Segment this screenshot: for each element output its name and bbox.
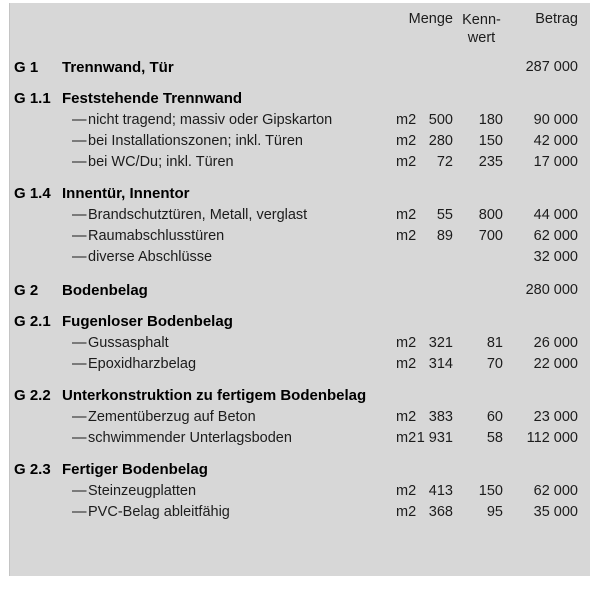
- row-menge-value: 280: [428, 133, 453, 149]
- row-title: Bodenbelag: [62, 282, 148, 299]
- row-betrag-value: 44 000: [533, 207, 578, 223]
- table-row[interactable]: [10, 133, 590, 154]
- row-item-text: nicht tragend; massiv oder Gipskarton: [88, 112, 333, 128]
- row-item-text: Epoxidharzbelag: [88, 356, 197, 372]
- row-unit: m2: [396, 409, 417, 425]
- row-kennwert-value: 81: [486, 335, 503, 351]
- row-unit: m2: [396, 228, 417, 244]
- row-kennwert-value: 235: [478, 154, 503, 170]
- row-betrag-value: 35 000: [533, 504, 578, 520]
- row-unit: m2: [396, 207, 417, 223]
- em-dash-bullet-icon: —: [72, 112, 87, 128]
- row-unit: m2: [396, 133, 417, 149]
- table-row[interactable]: [10, 185, 590, 206]
- row-menge-value: 500: [428, 112, 453, 128]
- table-row[interactable]: [10, 335, 590, 356]
- row-menge-value: 321: [428, 335, 453, 351]
- row-kennwert-value: 58: [486, 430, 503, 446]
- table-row[interactable]: [10, 90, 590, 111]
- table-row[interactable]: [10, 112, 590, 133]
- row-item-text: schwimmender Unterlagsboden: [88, 430, 292, 446]
- row-code: G 2: [14, 282, 39, 299]
- row-item-text: bei WC/Du; inkl. Türen: [88, 154, 234, 170]
- row-menge-value: 72: [436, 154, 453, 170]
- row-item-label: [72, 430, 292, 446]
- row-item-text: diverse Abschlüsse: [88, 249, 213, 265]
- row-kennwert-value: 150: [478, 483, 503, 499]
- row-betrag-value: 23 000: [533, 409, 578, 425]
- row-title: Innentür, Innentor: [62, 185, 190, 202]
- row-item-label: [72, 154, 234, 170]
- row-betrag-value: 112 000: [526, 430, 578, 446]
- row-kennwert-value: 95: [486, 504, 503, 520]
- row-menge-value: 55: [436, 207, 453, 223]
- row-item-text: bei Installationszonen; inkl. Türen: [88, 133, 303, 149]
- row-menge-value: 383: [428, 409, 453, 425]
- column-header-kennwert-line2: wert: [467, 30, 496, 46]
- row-betrag-value: 22 000: [533, 356, 578, 372]
- row-item-label: [72, 504, 230, 520]
- row-item-label: [72, 207, 307, 223]
- row-unit: m2: [396, 356, 417, 372]
- row-code: G 2.1: [14, 313, 51, 330]
- row-kennwert-value: 150: [478, 133, 503, 149]
- row-title: Fugenloser Bodenbelag: [62, 313, 233, 330]
- row-kennwert-value: 180: [478, 112, 503, 128]
- column-header-kennwert: [460, 11, 503, 47]
- em-dash-bullet-icon: —: [72, 228, 87, 244]
- em-dash-bullet-icon: —: [72, 249, 87, 265]
- row-item-text: PVC-Belag ableitfähig: [88, 504, 230, 520]
- cost-table: [10, 3, 590, 576]
- row-item-text: Gussasphalt: [88, 335, 169, 351]
- row-title: Trennwand, Tür: [62, 59, 174, 76]
- row-menge-value: 314: [428, 356, 453, 372]
- row-code: G 2.3: [14, 461, 51, 478]
- row-betrag-value: 62 000: [533, 483, 578, 499]
- table-row[interactable]: [10, 483, 590, 504]
- row-item-label: [72, 483, 196, 499]
- em-dash-bullet-icon: —: [72, 356, 87, 372]
- row-title: Unterkonstruktion zu fertigem Bodenbelag: [62, 387, 367, 404]
- table-row[interactable]: [10, 154, 590, 175]
- row-betrag-value: 280 000: [525, 282, 578, 298]
- table-row[interactable]: [10, 249, 590, 270]
- table-row[interactable]: [10, 356, 590, 377]
- row-code: G 1.4: [14, 185, 51, 202]
- cost-table-panel: [9, 3, 590, 576]
- row-unit: m2: [396, 154, 417, 170]
- row-unit: m2: [396, 112, 417, 128]
- row-unit: m2: [396, 504, 417, 520]
- row-betrag-value: 287 000: [525, 59, 578, 75]
- row-code: G 1: [14, 59, 39, 76]
- row-title: Fertiger Bodenbelag: [62, 461, 208, 478]
- row-item-label: [72, 112, 332, 128]
- table-row[interactable]: [10, 430, 590, 451]
- table-row[interactable]: [10, 313, 590, 334]
- row-betrag-value: 32 000: [533, 249, 578, 265]
- em-dash-bullet-icon: —: [72, 133, 87, 149]
- column-header-menge: Menge: [408, 11, 453, 27]
- table-row[interactable]: [10, 387, 590, 408]
- row-menge-value: 1 931: [416, 430, 453, 446]
- row-item-text: Zementüberzug auf Beton: [88, 409, 256, 425]
- row-kennwert-value: 60: [486, 409, 503, 425]
- em-dash-bullet-icon: —: [72, 335, 87, 351]
- row-code: G 2.2: [14, 387, 51, 404]
- table-row[interactable]: [10, 207, 590, 228]
- row-kennwert-value: 700: [478, 228, 503, 244]
- row-menge-value: 368: [428, 504, 453, 520]
- row-item-text: Steinzeugplatten: [88, 483, 197, 499]
- em-dash-bullet-icon: —: [72, 430, 87, 446]
- em-dash-bullet-icon: —: [72, 154, 87, 170]
- em-dash-bullet-icon: —: [72, 409, 87, 425]
- table-row[interactable]: [10, 409, 590, 430]
- row-code: G 1.1: [14, 90, 51, 107]
- row-item-text: Brandschutztüren, Metall, verglast: [88, 207, 308, 223]
- em-dash-bullet-icon: —: [72, 483, 87, 499]
- row-item-label: [72, 356, 196, 372]
- row-item-label: [72, 228, 224, 244]
- row-item-label: [72, 335, 169, 351]
- row-unit: m2: [396, 335, 417, 351]
- em-dash-bullet-icon: —: [72, 207, 87, 223]
- row-betrag-value: 17 000: [533, 154, 578, 170]
- row-menge-value: 413: [428, 483, 453, 499]
- row-item-text: Raumabschlusstüren: [88, 228, 225, 244]
- row-unit: m2: [396, 430, 417, 446]
- table-row[interactable]: [10, 59, 590, 80]
- row-item-label: [72, 249, 212, 265]
- table-row[interactable]: [10, 282, 590, 303]
- column-header-betrag: Betrag: [535, 11, 578, 27]
- table-row[interactable]: [10, 228, 590, 249]
- row-betrag-value: 90 000: [533, 112, 578, 128]
- row-unit: m2: [396, 483, 417, 499]
- column-header-kennwert-line1: Kenn-: [462, 12, 501, 28]
- row-betrag-value: 26 000: [533, 335, 578, 351]
- row-kennwert-value: 70: [486, 356, 503, 372]
- row-title: Feststehende Trennwand: [62, 90, 243, 107]
- row-menge-value: 89: [436, 228, 453, 244]
- row-betrag-value: 62 000: [533, 228, 578, 244]
- row-betrag-value: 42 000: [533, 133, 578, 149]
- table-row[interactable]: [10, 504, 590, 525]
- table-row[interactable]: [10, 461, 590, 482]
- row-kennwert-value: 800: [478, 207, 503, 223]
- row-item-label: [72, 409, 256, 425]
- em-dash-bullet-icon: —: [72, 504, 87, 520]
- row-item-label: [72, 133, 303, 149]
